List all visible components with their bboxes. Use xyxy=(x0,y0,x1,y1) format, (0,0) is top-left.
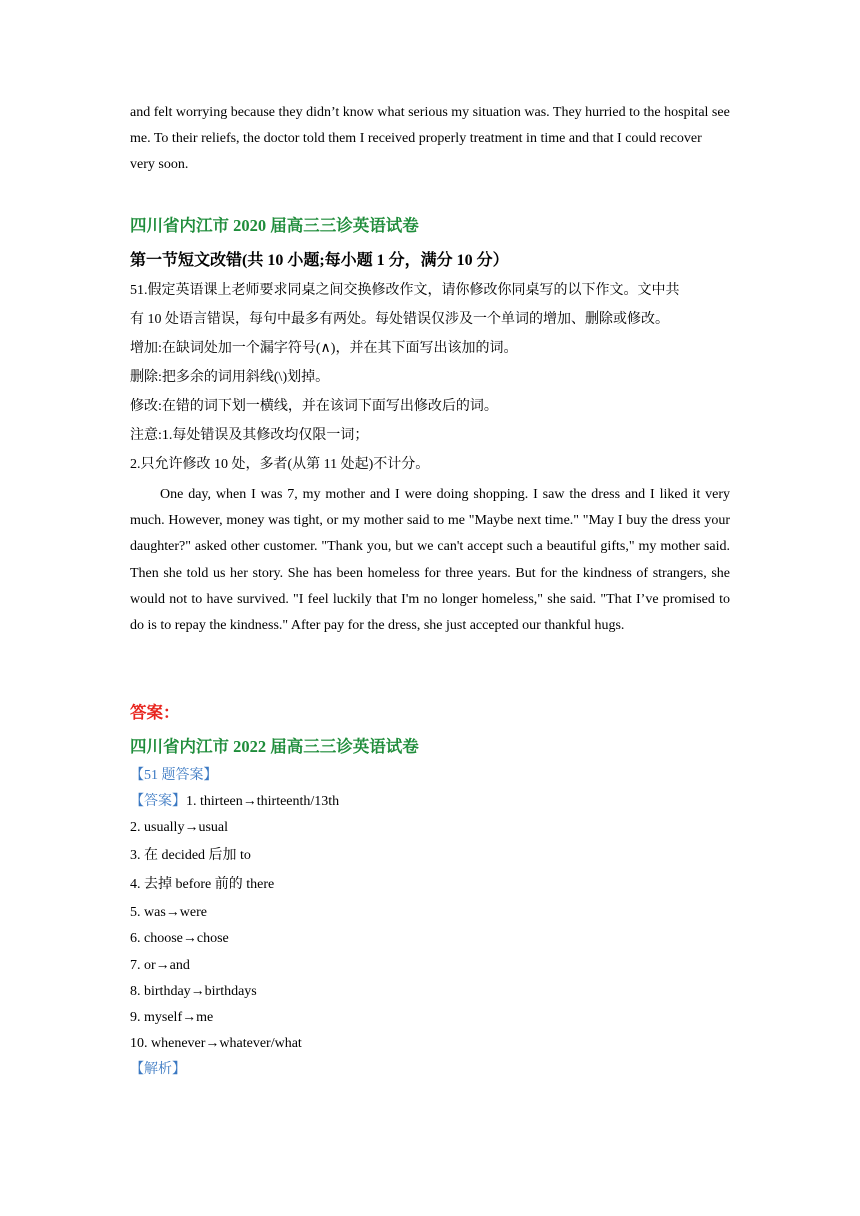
answer-item: 5. was→were xyxy=(130,905,207,921)
answer-item: 9. myself→me xyxy=(130,1009,214,1025)
answers-label: 答案： xyxy=(130,703,180,722)
instructions-block xyxy=(130,276,730,479)
answer-item xyxy=(130,789,730,815)
answers-block xyxy=(130,763,730,1084)
instruction-line: 删除:把多余的词用斜线(\)划掉。 xyxy=(130,370,330,385)
answer-tag: 【答案】 xyxy=(130,794,186,810)
answer-item: 3. 在 decided 后加 to xyxy=(130,847,251,863)
answer-item: 7. or→and xyxy=(130,957,190,973)
error-correction-passage: One day, when I was 7, my mother and I were doing shopping. I saw the dress and I liked it very much. However, money was tight, or my mother said to me "Maybe next time." "May I buy the dress your daughter?" asked other customer. "Thank you, but we can't accept such a beautiful gifts," my mother said. Then she told us her story. She has been homeless for three years. But for the kindness of strangers, she would not to have survived. "I feel luckily that I'm no longer homeless," she said. "That I’ve promised to do is to repay the kindness." After pay for the dress, she just accepted our thankful hugs. xyxy=(130,487,730,634)
analysis-tag: 【解析】 xyxy=(130,1062,186,1078)
answer-item: 6. choose→chose xyxy=(130,931,229,947)
answer-item: 4. 去掉 before 前的 there xyxy=(130,877,275,893)
answer-item: 2. usually→usual xyxy=(130,820,228,836)
instruction-line: 有 10 处语言错误，每句中最多有两处。每处错误仅涉及一个单词的增加、删除或修改。 xyxy=(130,312,669,327)
instruction-line: 51.假定英语课上老师要求同桌之间交换修改作文，请你修改你同桌写的以下作文。文中共 xyxy=(130,283,680,298)
answer-item: 10. whenever→whatever/what xyxy=(130,1036,302,1052)
continuation-paragraph: and felt worrying because they didn’t know what serious my situation was. They hurried to the hospital see me. To their reliefs, the doctor told them I received properly treatment in time and that I could recover very soon. xyxy=(130,105,730,172)
answer-item-text: 1. thirteen→thirteenth/13th xyxy=(186,794,340,810)
answer-item: 8. birthday→birthdays xyxy=(130,983,257,999)
instruction-line: 增加:在缺词处加一个漏字符号(∧)，并在其下面写出该加的词。 xyxy=(130,341,518,356)
instruction-line: 修改:在错的词下划一横线，并在该词下面写出修改后的词。 xyxy=(130,399,498,414)
section-subtitle: 第一节短文改错(共 10 小题;每小题 1 分，满分 10 分） xyxy=(130,252,509,269)
section-title-2020: 四川省内江市 2020 届高三三诊英语试卷 xyxy=(130,216,419,235)
instruction-line: 2.只允许修改 10 处，多者(从第 11 处起)不计分。 xyxy=(130,457,430,472)
instruction-line: 注意:1.每处错误及其修改均仅限一词； xyxy=(130,428,369,443)
question-tag: 【51 题答案】 xyxy=(130,768,218,783)
section-title-2022: 四川省内江市 2022 届高三三诊英语试卷 xyxy=(130,737,419,756)
